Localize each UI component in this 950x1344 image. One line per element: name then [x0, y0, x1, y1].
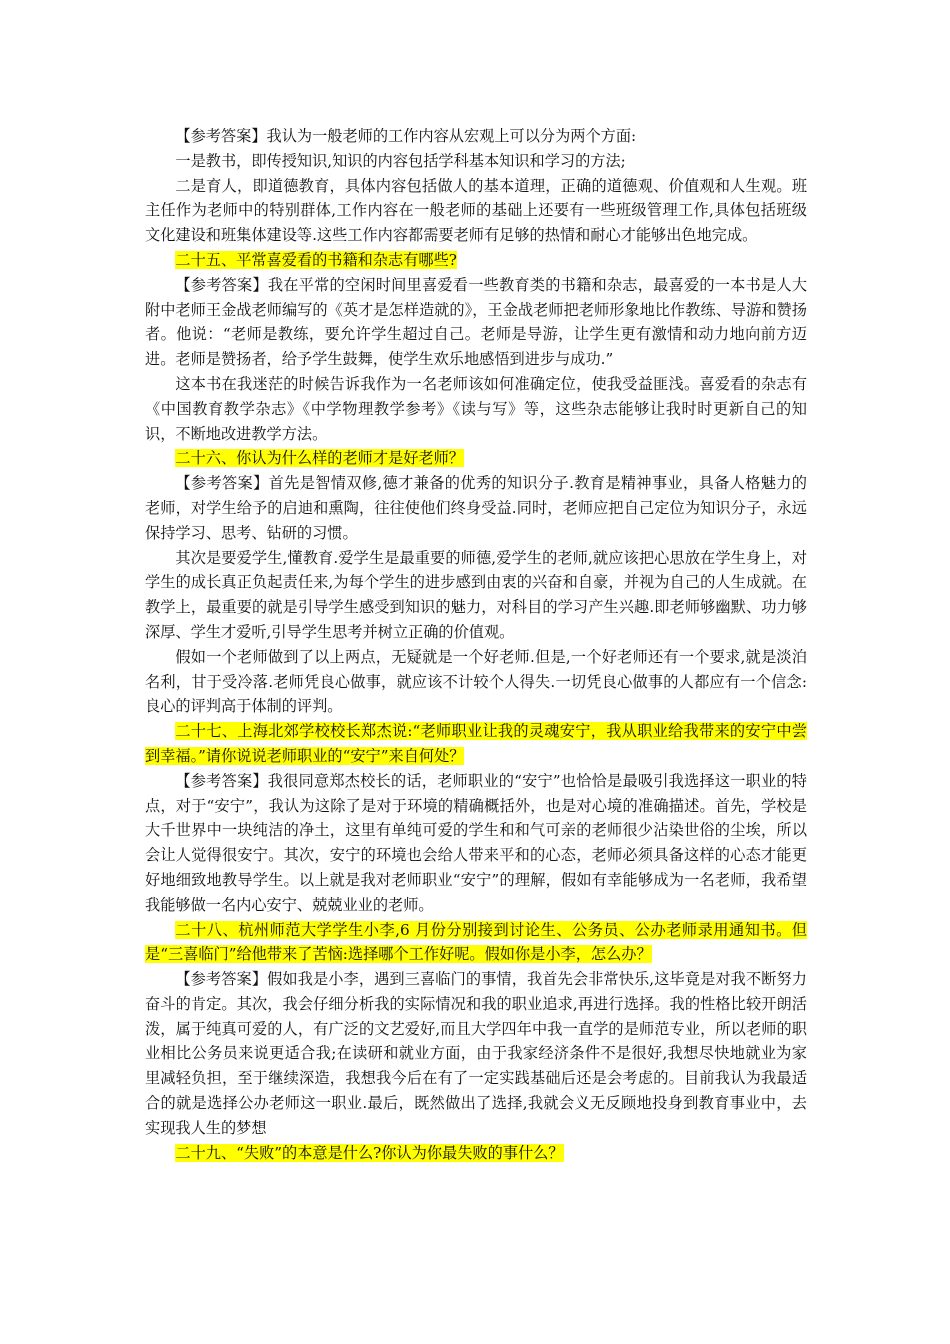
question-text: 二十六、你认为什么样的老师才是好老师？ [175, 449, 464, 468]
answer-paragraph: 【参考答案】我在平常的空闲时间里喜爱看一些教育类的书籍和杂志，最喜爱的一本书是人大附中老师王金战老师编写的《英才是怎样造就的》，王金战老师把老师形象地比作教练、导游和赞扬者。他说：“老师是教练，要允许学生超过自己。老师是导游，让学生更有激情和动力地向前方迈进。老师是赞扬者，给予学生鼓舞，使学生欢乐地感悟到进步与成功.” [145, 275, 807, 369]
answer-paragraph: 假如一个老师做到了以上两点，无疑就是一个好老师.但是,一个好老师还有一个要求,就是淡泊名利，甘于受冷落.老师凭良心做事，就应该不计较个人得失.一切凭良心做事的人都应有一个信念:良心的评判高于体制的评判。 [145, 647, 807, 716]
question-text: 二十八、杭州师范大学学生小李,6 月份分别接到讨论生、公务员、公办老师录用通知书。但是“三喜临门”给他带来了苦恼:选择哪个工作好呢。假如你是小李，怎么办？ [145, 920, 807, 964]
answer-paragraph: 【参考答案】我认为一般老师的工作内容从宏观上可以分为两个方面: [175, 127, 637, 145]
document-body [145, 124, 807, 1165]
answer-paragraph: 【参考答案】我很同意郑杰校长的话，老师职业的“安宁”也恰恰是最吸引我选择这一职业的特点，对于“安宁”，我认为这除了是对于环境的精确概括外，也是对心境的准确描述。首先，学校是大千世界中一块纯洁的净土，这里有单纯可爱的学生和和气可亲的老师很少沾染世俗的尘埃，所以会让人觉得很安宁。其次，安宁的环境也会给人带来平和的心态，老师必须具备这样的心态才能更好地细致地教导学生。以上就是我对老师职业“安宁”的理解，假如有幸能够成为一名老师，我希望我能够做一名内心安宁、兢兢业业的老师。 [145, 771, 807, 914]
answer-paragraph: 【参考答案】首先是智情双修,德才兼备的优秀的知识分子.教育是精神事业，具备人格魅力的老师，对学生给予的启迪和熏陶，往往使他们终身受益.同时，老师应把自己定位为知识分子，永远保持学习、思考、钻研的习惯。 [145, 474, 807, 542]
answer-paragraph: 这本书在我迷茫的时候告诉我作为一名老师该如何准确定位，使我受益匪浅。喜爱看的杂志有《中国教育教学杂志》《中学物理教学参考》《读与写》等，这些杂志能够让我时时更新自己的知识，不断地改进教学方法。 [145, 374, 807, 443]
question-heading [145, 248, 807, 273]
answer-paragraph: 二是育人，即道德教育，具体内容包括做人的基本道理，正确的道德观、价值观和人生观。班主任作为老师中的特别群体,工作内容在一般老师的基础上还要有一些班级管理工作,具体包括班级文化建设和班集体建设等.这些工作内容都需要老师有足够的热情和耐心才能够出色地完成。 [145, 176, 807, 245]
question-heading [145, 1141, 807, 1166]
question-text: 二十九、“失败”的本意是什么?你认为你最失败的事什么？ [175, 1143, 564, 1162]
question-heading [145, 446, 807, 471]
answer-paragraph: 一是教书，即传授知识,知识的内容包括学科基本知识和学习的方法; [175, 151, 626, 170]
question-text: 二十五、平常喜爱看的书籍和杂志有哪些? [175, 250, 457, 269]
question-heading [145, 918, 807, 968]
question-text: 二十七、上海北郊学校校长郑杰说:“老师职业让我的灵魂安宁，我从职业给我带来的安宁中尝到幸福。”请你说说老师职业的“安宁”来自何处？ [145, 722, 807, 765]
answer-paragraph: 【参考答案】假如我是小李，遇到三喜临门的事情，我首先会非常快乐,这毕竟是对我不断努力奋斗的肯定。其次，我会仔细分析我的实际情况和我的职业追求,再进行选择。我的性格比较开朗活泼，属于纯真可爱的人，有广泛的文艺爱好,而且大学四年中我一直学的是师范专业，所以老师的职业相比公务员来说更适合我;在读研和就业方面，由于我家经济条件不是很好,我想尽快地就业为家里减轻负担，至于继续深造，我想我今后在有了一定实践基础后还是会考虑的。目前我认为我最适合的就是选择公办老师这一职业.最后，既然做出了选择,我就会义无反顾地投身到教育事业中，去实现我人生的梦想 [145, 970, 807, 1137]
answer-paragraph: 其次是要爱学生,懂教育.爱学生是最重要的师德,爱学生的老师,就应该把心思放在学生身上，对学生的成长真正负起责任来,为每个学生的进步感到由衷的兴奋和自豪，并视为自己的人生成就。在教学上，最重要的就是引导学生感受到知识的魅力，对科目的学习产生兴趣.即老师够幽默、功力够深厚、学生才爱听,引导学生思考并树立正确的价值观。 [145, 548, 807, 641]
question-heading [145, 719, 807, 769]
